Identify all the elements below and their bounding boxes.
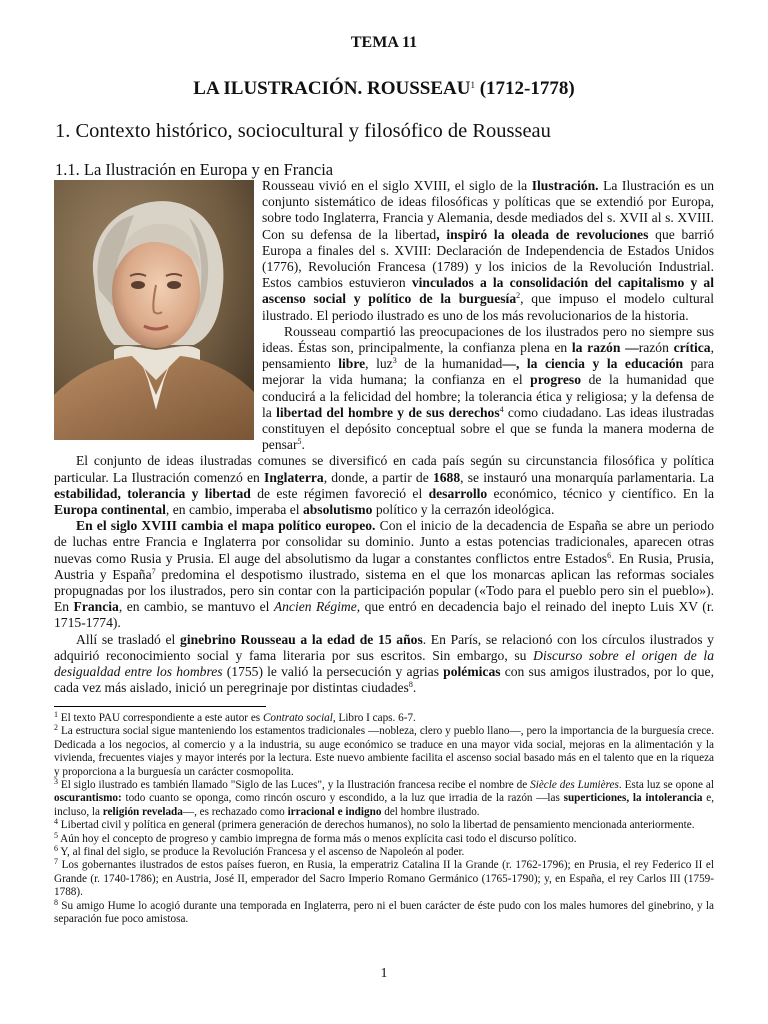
title-text: LA ILUSTRACIÓN. ROUSSEAU bbox=[193, 78, 471, 99]
footnote-divider bbox=[54, 706, 266, 707]
footnote-ref-6[interactable]: 6 bbox=[607, 550, 612, 560]
footnote-1: $^1$ El texto PAU correspondiente a este autor es Contrato social, Libro I caps. 6-7. bbox=[54, 710, 416, 724]
footnote-ref-2[interactable]: 2 bbox=[516, 291, 521, 301]
footnote-ref-3[interactable]: 3 bbox=[392, 356, 397, 366]
footnote-6: $^6$ Y, al final del siglo, se produce la Revolución Francesa y el ascenso de Napoleón al poder. bbox=[54, 844, 465, 859]
title-years: (1712-1778) bbox=[479, 78, 575, 99]
footnote-ref-8[interactable]: 8 bbox=[408, 680, 413, 690]
title-footnote-ref[interactable]: 1 bbox=[470, 80, 475, 90]
section-heading: 1. Contexto histórico, sociocultural y filosófico de Rousseau bbox=[55, 120, 551, 142]
footnote-3: $^3$ El siglo ilustrado es también llamado "Siglo de las Luces", y la Ilustración francesa recibe el nombre de Siècle des Lumières. Esta luz se opone al oscurantismo: todo cuanto se oponga, como rincón oscuro y escondido, a la luz que irradia de la razón —las superticiones, la intolerancia e, incluso, la religión revelada—, es rechazado como irracional e indigno del hombre ilustrado. bbox=[54, 777, 715, 818]
paragraph-3: El conjunto de ideas ilustradas comunes se diversificó en cada país según su circunstancia filosófica y política particular. La Ilustración comenzó en Inglaterra, donde, a partir de 1688, se instauró una monarquía parlamentaria. La estabilidad, tolerancia y libertad de este régimen favoreció el desarrollo económico, técnico y científico. En la Europa continental, en cambio, imperaba el absolutismo político y la cerrazón ideológica. bbox=[54, 453, 714, 518]
main-body bbox=[54, 178, 714, 697]
subsection-heading: 1.1. La Ilustración en Europa y en Francia bbox=[55, 160, 334, 179]
tema-heading: TEMA 11 bbox=[350, 34, 418, 51]
footnote-4: $^4$ Libertad civil y política en general (primera generación de derechos humanos), no solo la libertad de pensamiento mencionada anteriormente. bbox=[54, 817, 695, 832]
paragraph-1: Rousseau vivió en el siglo XVIII, el siglo de la Ilustración. La Ilustración es un conjunto sistemático de ideas filosóficas y políticas que se extendió por Europa, sobre todo Inglaterra, Francia y Alemania, desde mediados del s. XVII al s. XVIII. Con su defensa de la libertad, inspiró la oleada de revoluciones que barrió Europa a finales del s. XVIII: Declaración de Independencia de Estados Unidos (1776), Revolución Francesa (1789) y los inicios de la Revolución Industrial. Estos cambios estuvieron vinculados a la consolidación del capitalismo y al ascenso social y político de la burguesía$^2$, que impuso el modelo cultural ilustrado. El periodo ilustrado es uno de los más revolucionarios de la historia. bbox=[262, 178, 714, 323]
paragraph-4: En el siglo XVIII cambia el mapa político europeo. Con el inicio de la decadencia de España se abre un periodo de luchas entre Francia e Inglaterra por consolidar su dominio. Junto a estas potencias tradicionales, aparecen otras nuevas como Rusia y Prusia. El auge del absolutismo da lugar a constantes conflictos entre Estados$^6$. En Rusia, Prusia, Austria y España$^7$ predomina el despotismo ilustrado, sistema en el que los monarcas aplican las reformas sociales propugnadas por los ilustrados, pero sin contar con la participación popular («Todo para el pueblo pero sin el pueblo»). En Francia, en cambio, se mantuvo el Ancien Régime, que entró en decadencia bajo el reinado del inepto Luis XV (r. 1715-1774). bbox=[54, 518, 714, 631]
footnote-ref-7[interactable]: 7 bbox=[151, 566, 156, 576]
footnote-ref-5[interactable]: 5 bbox=[297, 437, 302, 447]
paragraph-5: Allí se trasladó el ginebrino Rousseau a la edad de 15 años. En París, se relacionó con los círculos ilustrados y adquirió reconocimiento social y fama literaria por sus escritos. Sin embargo, su Discurso sobre el origen de la desigualdad entre los hombres (1755) le valió la persecución y agrias polémicas con sus amigos ilustrados, por lo que, cada vez más aislado, inició un peregrinaje por distintas ciudades$^8$. bbox=[54, 631, 714, 696]
footnote-ref-4[interactable]: 4 bbox=[499, 404, 504, 414]
footnote-8: $^8$ Su amigo Hume lo acogió durante una temporada en Inglaterra, pero ni el buen carácter de éste pudo con los males humores del ginebrino, y la separación fue poco amistosa. bbox=[54, 897, 714, 926]
footnotes bbox=[54, 712, 714, 927]
document-title bbox=[0, 78, 768, 100]
footnote-7: $^7$ Los gobernantes ilustrados de estos países fueron, en Rusia, la emperatriz Catalina II la Grande (r. 1762-1796); en Prusia, el rey Federico II el Grande (r. 1740-1786); en Austria, José II, emperador del Sacro Imperio Romano Germánico (1765-1790); y, en España, el rey Carlos III (1759-1788). bbox=[54, 857, 714, 899]
page-number: 1 bbox=[380, 966, 388, 981]
footnote-5: $^5$ Aún hoy el concepto de progreso y cambio impregna de forma más o menos explícita casi todo el discurso político. bbox=[54, 830, 577, 845]
paragraph-2: Rousseau compartió las preocupaciones de los ilustrados pero no siempre sus ideas. Éstas son, principalmente, la confianza plena en la razón —razón crítica, pensamiento libre, luz$^3$ de la humanidad—, la ciencia y la educación para mejorar la vida humana; la confianza en el progreso de la humanidad que conducirá a la felicidad del hombre; la tolerancia ética y religiosa; y la defensa de la libertad del hombre y de sus derechos$^4$ como ciudadano. Las ideas ilustradas constituyen el depósito conceptual sobre el que se funda la manera moderna de pensar$^5$. bbox=[262, 323, 714, 453]
footnote-2: $^2$ La estructura social sigue manteniendo los estamentos tradicionales —nobleza, clero y pueblo llano—, pero la importancia de la burguesía crece. Dedicada a los negocios, al comercio y a la industria, su auge económico se traduce en una mayor vida social, mejoras en la alimentación y la vivienda, frecuentes viajes y mayor interés por la lectura. Este nuevo ambiente facilita el ascenso social basado más en el talento que en la riqueza y proporciona a la burguesía un carácter cosmopolita. bbox=[54, 723, 714, 778]
